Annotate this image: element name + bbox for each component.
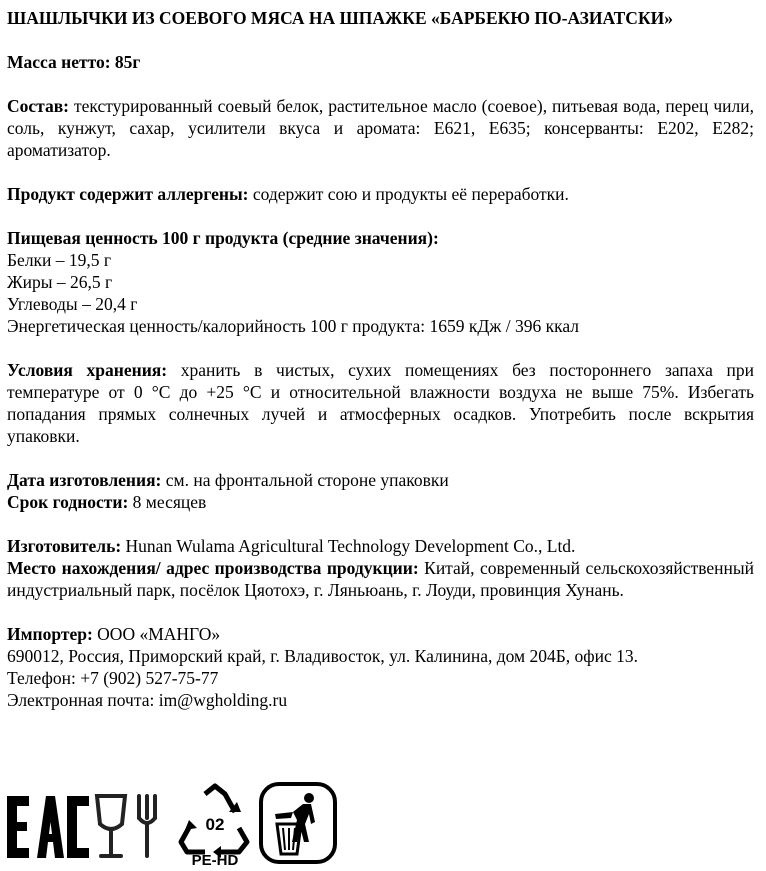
marking-icons xyxy=(7,782,337,866)
nutrition-line: Энергетическая ценность/калорийность 100 г продукта: 1659 кДж / 396 ккал xyxy=(7,316,579,336)
eac-mark-icon xyxy=(7,782,89,862)
allergens xyxy=(7,183,754,205)
recycle-code: 02 xyxy=(205,815,225,834)
composition-value: текстурированный соевый белок, растительное масло (соевое), питьевая вода, перец чили, соль, кунжут, сахар, усилители вкуса и аромата: Е621, Е635; консерванты: Е202, Е282; ароматизатор. xyxy=(7,96,754,160)
tidyman-icon xyxy=(259,782,337,864)
nutrition-line: Углеводы – 20,4 г xyxy=(7,294,138,314)
nutrition xyxy=(7,227,754,337)
recycle-material: PE-HD xyxy=(191,852,239,866)
importer-address: 690012, Россия, Приморский край, г. Владивосток, ул. Калинина, дом 204Б, офис 13. xyxy=(7,646,639,666)
storage xyxy=(7,359,754,447)
label-document xyxy=(7,7,754,733)
composition-label: Состав: xyxy=(7,96,69,116)
shelf-life-value: 8 месяцев xyxy=(132,492,207,512)
nutrition-line: Белки – 19,5 г xyxy=(7,250,112,270)
manufacture-date-label: Дата изготовления: xyxy=(7,470,162,490)
net-weight-label: Масса нетто: xyxy=(7,52,111,72)
location xyxy=(7,557,754,601)
composition xyxy=(7,95,754,161)
storage-value: хранить в чистых, сухих помещениях без постороннего запаха при температуре от 0 °С до +25 °С и относительной влажности воздуха не выше 75%. Избегать попадания прямых солнечных лучей и атмосферных осадков. Употребить после вскрытия упаковки. xyxy=(7,360,755,446)
recycle-icon xyxy=(177,782,253,866)
shelf-life xyxy=(7,491,754,513)
dates xyxy=(7,469,754,513)
manufacture-date xyxy=(7,469,754,491)
importer-label: Импортер: xyxy=(7,624,93,644)
manufacture-date-value: см. на фронтальной стороне упаковки xyxy=(165,470,449,490)
location-label: Место нахождения/ адрес производства продукции: xyxy=(7,558,419,578)
net-weight xyxy=(7,51,754,73)
nutrition-line: Жиры – 26,5 г xyxy=(7,272,113,292)
shelf-life-label: Срок годности: xyxy=(7,492,129,512)
manufacturer-block xyxy=(7,535,754,601)
allergens-label: Продукт содержит аллергены: xyxy=(7,184,249,204)
importer-phone: Телефон: +7 (902) 527-75-77 xyxy=(7,668,219,688)
net-weight-value: 85г xyxy=(114,52,141,72)
allergens-value: содержит сою и продукты её переработки. xyxy=(252,184,569,204)
manufacturer xyxy=(7,535,754,557)
importer-block xyxy=(7,623,754,711)
manufacturer-label: Изготовитель: xyxy=(7,536,122,556)
nutrition-heading: Пищевая ценность 100 г продукта (средние значения): xyxy=(7,228,439,248)
location-value: Китай, современный сельскохозяйственный индустриальный парк, посёлок Цяотохэ, г. Ляньюань, г. Лоуди, провинция Хунань. xyxy=(7,558,754,600)
importer xyxy=(7,623,754,645)
manufacturer-value: Hunan Wulama Agricultural Technology Development Co., Ltd. xyxy=(125,536,576,556)
product-title: ШАШЛЫЧКИ ИЗ СОЕВОГО МЯСА НА ШПАЖКЕ «БАРБЕКЮ ПО-АЗИАТСКИ» xyxy=(7,8,673,28)
importer-email: Электронная почта: im@wgholding.ru xyxy=(7,690,288,710)
importer-value: ООО «МАНГО» xyxy=(97,624,221,644)
glass-fork-icon xyxy=(91,782,173,862)
storage-label: Условия хранения: xyxy=(7,360,168,380)
